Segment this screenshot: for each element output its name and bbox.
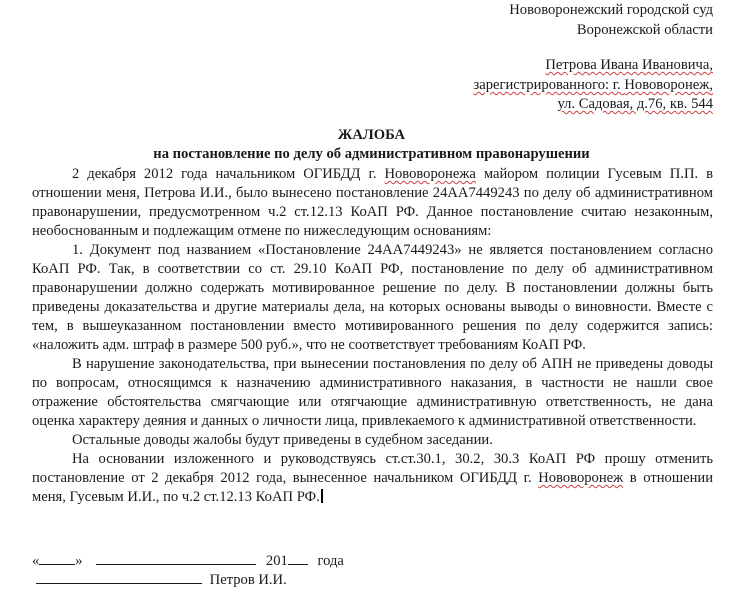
month-blank[interactable] xyxy=(96,551,256,565)
year-blank[interactable] xyxy=(288,551,308,565)
paragraph-3: В нарушение законодательства, при вынесении постановления по делу об АПН не приведены доводы по вопросам, относящимся к назначению административного наказания, в частности не нашли свое отражение обстоятельства смягчающие или отягчающие административную ответственность, не дана оценка характеру деяния и данных о личности лица, привлекаемого к административной ответственности. xyxy=(32,356,713,429)
day-blank[interactable] xyxy=(39,551,75,565)
text-cursor xyxy=(321,489,323,503)
court-name-line2: Воронежской области xyxy=(576,22,713,38)
applicant-registration: зарегистрированного: г. Нововоронеж, xyxy=(473,77,713,93)
signature-line: Петров И.И. xyxy=(36,570,287,590)
paragraph-4: Остальные доводы жалобы будут приведены в судебном заседании. xyxy=(72,432,493,448)
document-title: ЖАЛОБА xyxy=(337,127,406,143)
applicant-address: ул. Садовая, д.76, кв. 544 xyxy=(557,96,713,112)
paragraph-2: 1. Документ под названием «Постановление 24АА7449243» не является постановлением согласно КоАП РФ. Так, в соответствии со ст. 29.10 КоАП РФ, постановление по делу об административном правонарушении должно содержать мотивированное решение по делу. В постановлении должны быть приведены доказательства и другие материалы дела, на которых основаны выводы о виновности. Вместе с тем, в вышеуказанном постановлении вместо мотивированного решения по делу содержится запись: «наложить адм. штраф в размере 500 руб.», что не соответствует требованиям КоАП РФ. xyxy=(32,242,713,353)
signature-blank[interactable] xyxy=(36,570,202,584)
paragraph-1: 2 декабря 2012 года начальником ОГИБДД г. Нововоронежа майором полиции Гусевым П.П. в отношении меня, Петрова И.И., было вынесено постановление 24АА7449243 по делу об административном правонарушении, предусмотренном ч.2 ст.12.13 КоАП РФ. Данное постановление считаю незаконным, необоснованным и подлежащим отмене по нижеследующим основаниям: xyxy=(32,166,713,239)
applicant-name: Петрова Ивана Ивановича, xyxy=(545,57,713,73)
date-line: « » 201 года xyxy=(32,553,344,569)
document-body xyxy=(32,165,713,507)
court-name-line1: Нововоронежский городской суд xyxy=(509,2,713,18)
paragraph-5: На основании изложенного и руководствуясь ст.ст.30.1, 30.2, 30.3 КоАП РФ прошу отменить постановление от 2 декабря 2012 года, вынесенное начальником ОГИБДД г. Нововоронеж в отношении меня, Гусевым И.И., по ч.2 ст.12.13 КоАП РФ. xyxy=(32,451,713,505)
document-subtitle: на постановление по делу об административном правонарушении xyxy=(153,146,590,162)
